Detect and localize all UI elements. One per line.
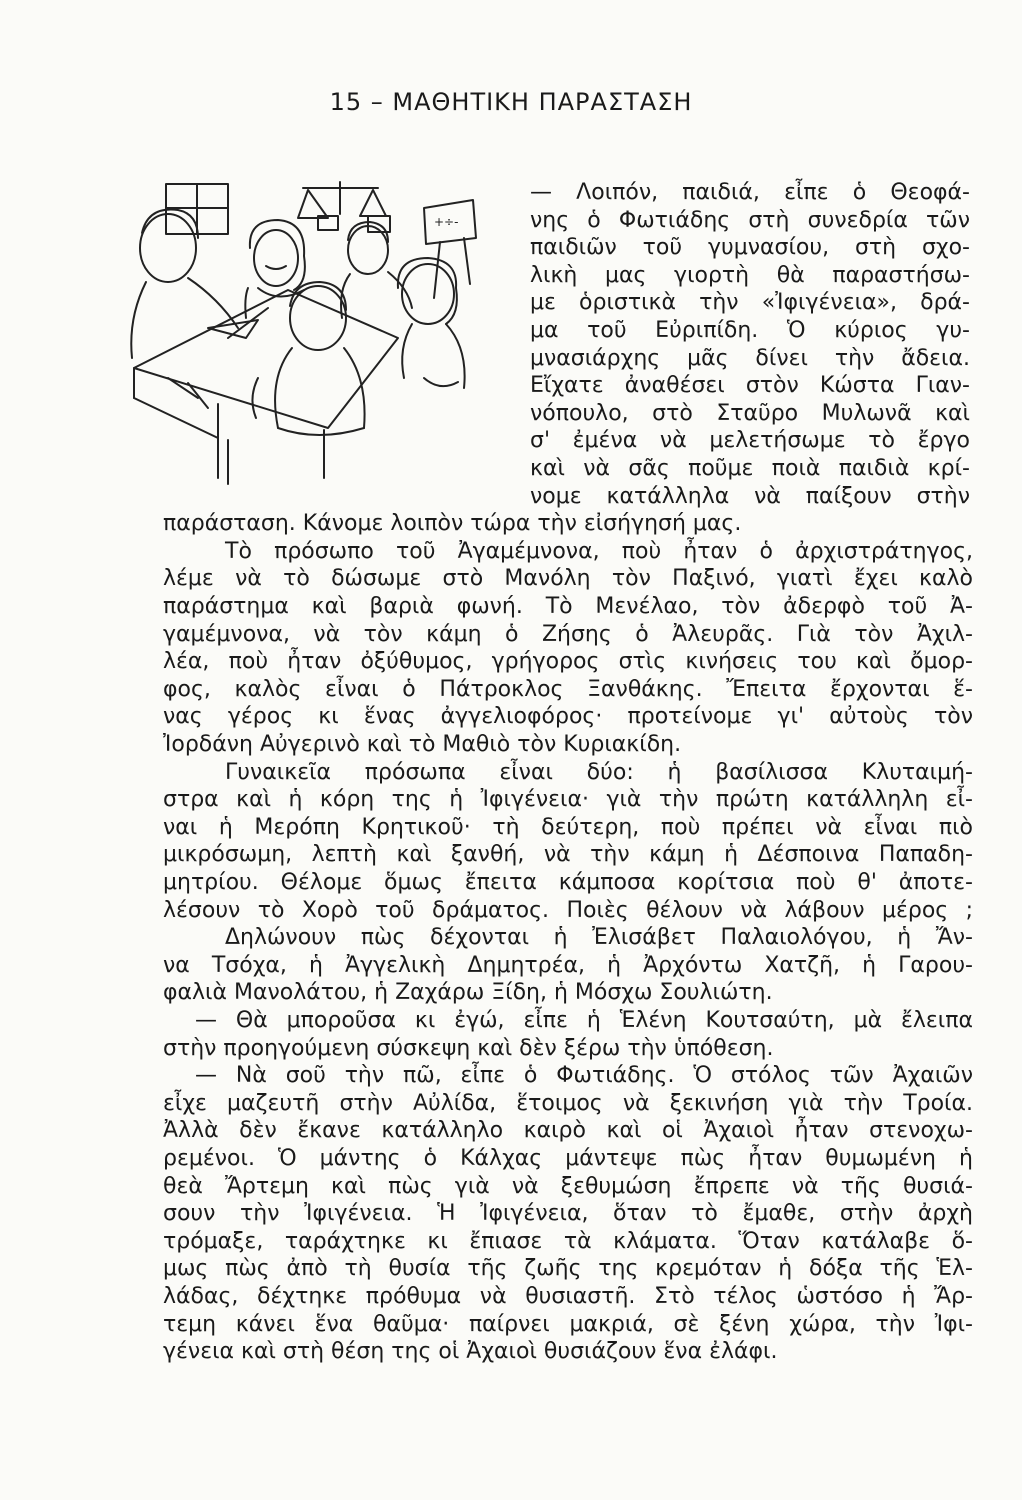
text-line: μνασιάρχης μᾶς δίνει τὴν ἄδεια. [530, 345, 970, 371]
text-line: μικρόσωμη, λεπτὴ καὶ ξανθή, νὰ τὴν κάμη ἡ Δέσποινα Παπαδη- [163, 842, 973, 868]
text-line: τρόμαξε, ταράχτηκε κι ἔπιασε τὰ κλάματα. Ὅταν κατάλαβε ὅ- [163, 1228, 973, 1254]
girl-center-drawing [245, 220, 305, 318]
text-line: σ' ἐμένα νὰ μελετήσωμε τὸ ἔργο [530, 428, 970, 454]
girl-right-drawing [398, 258, 465, 388]
text-line: λικὴ μας γιορτὴ θὰ παραστήσω- [530, 262, 970, 288]
text-line: παράσταση. Κάνομε λοιπὸν τώρα τὴν εἰσήγησή μας. [163, 511, 742, 537]
text-line: — Λοιπόν, παιδιά, εἶπε ὁ Θεοφά- [530, 180, 970, 205]
text-line: Εἴχατε ἀναθέσει στὸν Κώστα Γιαν- [530, 373, 970, 399]
text-line: λέα, ποὺ ἦταν ὀξύθυμος, γρήγορος στὶς κινήσεις του καὶ ὄμορ- [163, 649, 973, 675]
text-line: σουν τὴν Ἰφιγένεια. Ἡ Ἰφιγένεια, ὅταν τὸ ἔμαθε, στὴν ἀρχὴ [163, 1201, 973, 1227]
text-line: Γυναικεῖα πρόσωπα εἶναι δύο: ἡ βασίλισσα Κλυταιμή- [225, 759, 973, 785]
text-line: παιδιῶν τοῦ γυμνασίου, στὴ σχο- [530, 235, 970, 261]
text-line: Ἰορδάνη Αὐγερινὸ καὶ τὸ Μαθιὸ τὸν Κυριακίδη. [163, 732, 682, 757]
easel-drawing [424, 200, 476, 298]
svg-text:+÷-: +÷- [434, 215, 459, 229]
text-line: με ὁριστικὰ τὴν «Ἰφιγένεια», δρά- [530, 290, 970, 316]
text-line: στρα καὶ ἡ κόρη της ἡ Ἰφιγένεια· γιὰ τὴν πρώτη κατάλληλη εἶ- [163, 787, 973, 813]
text-line: τεμη κάνει ἕνα θαῦμα· παίρνει μακριά, σὲ ξένη χώρα, τὴν Ἰφι- [163, 1311, 973, 1337]
text-line: νόπουλο, στὸ Σταῦρο Μυλωνᾶ καὶ [530, 400, 970, 426]
text-line: θεὰ Ἄρτεμη καὶ πὼς γιὰ νὰ ξεθυμώση ἔπρεπε νὰ τῆς θυσιά- [163, 1173, 973, 1199]
text-line: νης ὁ Φωτιάδης στὴ συνεδρία τῶν [530, 207, 970, 233]
text-line: μως πὼς ἀπὸ τὴ θυσία τῆς ζωῆς της κρεμόταν ἡ δόξα τῆς Ἑλ- [163, 1256, 973, 1282]
text-line: λάδας, δέχτηκε πρόθυμα νὰ θυσιαστῆ. Στὸ τέλος ὡστόσο ἡ Ἄρ- [163, 1284, 973, 1309]
text-line: μητρίου. Θέλομε ὅμως ἔπειτα κάμποσα κορίτσια ποὺ θ' ἀποτε- [163, 870, 973, 895]
text-line: λέμε νὰ τὸ δώσωμε στὸ Μανόλη τὸν Παξινό, γιατὶ ἔχει καλὸ [163, 566, 973, 592]
page-title: 15 – ΜΑΘΗΤΙΚΗ ΠΑΡΑΣΤΑΣΗ [329, 88, 693, 116]
text-line: Τὸ πρόσωπο τοῦ Ἀγαμέμνονα, ποὺ ἦταν ὁ ἀρχιστράτηγος, [225, 538, 973, 564]
text-line: νας γέρος κι ἕνας ἀγγελιοφόρος· προτείνομε γι' αὐτοὺς τὸν [163, 704, 973, 730]
text-line: Ἀλλὰ δὲν ἔκανε κατάλληλο καιρὸ καὶ οἱ Ἀχαιοὶ ἦταν στενοχω- [163, 1118, 973, 1144]
text-line: — Θὰ μποροῦσα κι ἐγώ, εἶπε ἡ Ἑλένη Κουτσαύτη, μὰ ἔλειπα [195, 1008, 973, 1033]
text-line: νομε κατάλληλα νὰ παίξουν στὴν [530, 483, 970, 509]
text-line: λέσουν τὸ Χορὸ τοῦ δράματος. Ποιὲς θέλουν νὰ λάβουν μέρος ; [163, 897, 973, 923]
text-line: φος, καλὸς εἶναι ὁ Πάτροκλος Ξανθάκης. Ἔπειτα ἔρχονται ἕ- [163, 676, 973, 702]
scale-drawing [298, 182, 390, 232]
text-line: γαμέμνονα, νὰ τὸν κάμη ὁ Ζήσης ὁ Ἀλευρᾶς. Γιὰ τὸν Ἀχιλ- [163, 621, 973, 647]
table-drawing [134, 290, 398, 484]
classroom-illustration-icon [128, 178, 508, 500]
text-line: Δηλώνουν πὼς δέχονται ἡ Ἐλισάβετ Παλαιολόγου, ἡ Ἄν- [225, 925, 973, 951]
boy-back-drawing [252, 282, 364, 435]
text-line: ρεμένοι. Ὁ μάντης ὁ Κάλχας μάντεψε πὼς ἦταν θυμωμένη ἡ [163, 1146, 973, 1171]
text-line: φαλιὰ Μανολάτου, ἡ Ζαχάρω Ξίδη, ἡ Μόσχω Σουλιώτη. [163, 980, 773, 1006]
text-line: — Νὰ σοῦ τὴν πῶ, εἶπε ὁ Φωτιάδης. Ὁ στόλος τῶν Ἀχαιῶν [195, 1063, 973, 1089]
text-line: γένεια καὶ στὴ θέση της οἱ Ἀχαιοὶ θυσιάζουν ἕνα ἐλάφι. [163, 1339, 778, 1365]
text-line: ναι ἡ Μερόπη Κρητικοῦ· τὴ δεύτερη, ποὺ πρέπει νὰ εἶναι πιὸ [163, 814, 973, 840]
text-line: στὴν προηγούμενη σύσκεψη καὶ δὲν ξέρω τὴν ὑπόθεση. [163, 1035, 774, 1061]
text-line: να Τσόχα, ἡ Ἀγγελικὴ Δημητρέα, ἡ Ἀρχόντω Χατζῆ, ἡ Γαρου- [163, 952, 973, 978]
text-line: παράστημα καὶ βαριὰ φωνή. Τὸ Μενέλαο, τὸν ἀδερφὸ τοῦ Ἀ- [163, 594, 973, 619]
boy-left-drawing [131, 209, 258, 358]
text-line: εἶχε μαζευτῆ στὴν Αὐλίδα, ἕτοιμος νὰ ξεκινήση γιὰ τὴν Τροία. [163, 1090, 973, 1116]
text-line: καὶ νὰ σᾶς ποῦμε ποιὰ παιδιὰ κρί- [530, 456, 970, 481]
text-line: μα τοῦ Εὐριπίδη. Ὁ κύριος γυ- [530, 318, 970, 343]
